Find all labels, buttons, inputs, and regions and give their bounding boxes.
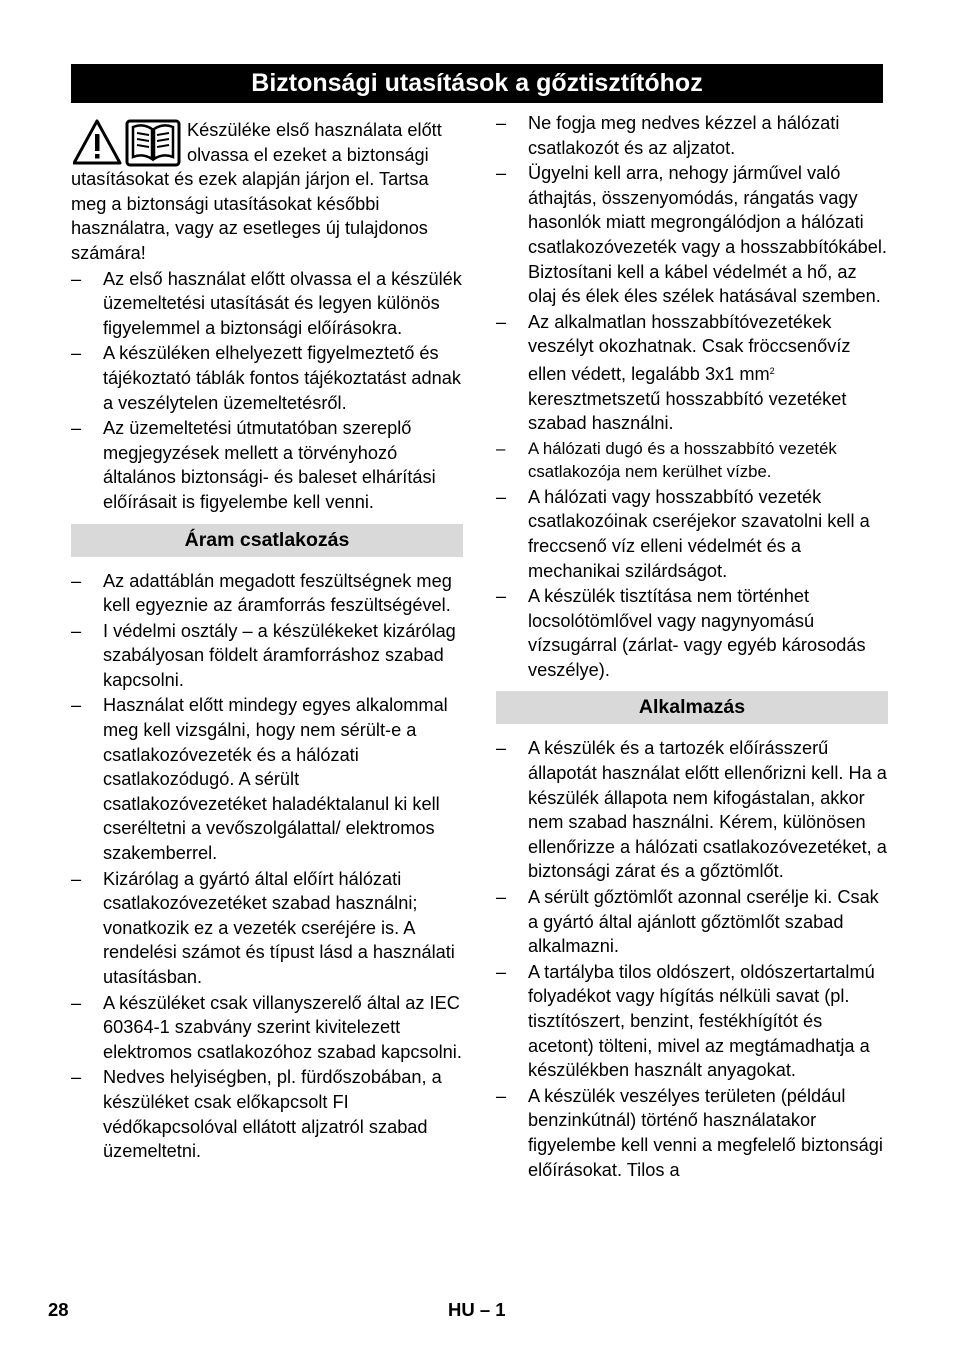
list-item: – Az első használat előtt olvassa el a készülék üzemeltetési utasítását és legyen különös figyelemmel a biztonsági előírásokra. [71,267,463,341]
list-item: – A hálózati vagy hosszabbító vezeték csatlakozóinak cseréjekor szavatolni kell a freccsenő víz elleni védelmét és a mechanikai szilárdságot. [496,485,888,583]
usage-list [496,736,888,1182]
list-item-text: Az alkalmatlan hosszabbítóvezetékek veszélyt okozhatnak. Csak fröccsenővíz ellen védett, legalább 3x1 mm [528,311,851,384]
list-item: – A hálózati dugó és a hosszabbító vezeték csatlakozója nem kerülhet vízbe. [496,437,888,484]
list-item [496,310,888,436]
list-item: – A tartályba tilos oldószert, oldószertartalmú folyadékot vagy hígítás nélküli savat (pl. tisztítószert, benzint, festékhígítót és acetont) tölteni, mivel az megtámadhatja a készülékben használt anyagokat. [496,960,888,1083]
intro-icons [73,119,181,167]
list-item: – A készülék tisztítása nem történhet locsolótömlővel vagy nagynyomású vízsugárral (zárlat- vagy egyéb károsodás veszélye). [496,584,888,682]
section-heading-power: Áram csatlakozás [71,524,463,557]
list-item: – A sérült gőztömlőt azonnal cserélje ki. Csak a gyártó által ajánlott gőztömlőt szabad alkalmazni. [496,885,888,959]
list-item: – I védelmi osztály – a készülékeket kizárólag szabályosan földelt áramforráshoz szabad kapcsolni. [71,619,463,693]
list-item: – Ügyelni kell arra, nehogy járművel való áthajtás, összenyomódás, rángatás vagy hasonlók miatt megrongálódjon a hálózati csatlakozóvezeték vagy a hosszabbítókábel. Biztosítani kell a kábel védelmét a hő, az olaj és élek éles szélek hatásával szemben. [496,161,888,309]
list-item: – Az adattáblán megadott feszültségnek meg kell egyeznie az áramforrás feszültségével. [71,569,463,618]
list-item-text: keresztmetszetű hosszabbító vezetéket szabad használni. [528,388,847,434]
cable-safety-list [496,111,888,682]
intro-block [71,118,463,266]
page-id: HU – 1 [448,1299,506,1320]
page-number: 28 [48,1299,69,1320]
right-column [496,111,888,1183]
general-safety-list [71,267,463,515]
left-column [71,118,463,1165]
manual-book-icon [125,119,181,167]
list-item: – Ne fogja meg nedves kézzel a hálózati csatlakozót és az aljzatot. [496,111,888,160]
list-item: – A készüléken elhelyezett figyelmeztető és tájékoztató táblák fontos tájékoztatást adnak a veszélytelen üzemeltetésről. [71,341,463,415]
intro-text: Készüléke első használata előtt olvassa el ezeket a biztonsági utasításokat és ezek alapján járjon el. Tartsa meg a biztonsági utasításokat későbbi használatra, vagy az esetleges új tulajdonos számára! [71,120,442,263]
page-title: Biztonsági utasítások a gőztisztítóhoz [71,64,883,103]
list-item: – A készülék veszélyes területen (például benzinkútnál) történő használatakor figyelembe kell venni a megfelelő biztonsági előírásokat. Tilos a [496,1084,888,1182]
list-item: – Nedves helyiségben, pl. fürdőszobában, a készüléket csak előkapcsolt FI védőkapcsolóval ellátott aljzatról szabad üzemeltetni. [71,1065,463,1163]
list-item: – Használat előtt mindegy egyes alkalommal meg kell vizsgálni, hogy nem sérült-e a csatlakozóvezeték és a hálózati csatlakozódugó. A sérült csatlakozóvezetéket haladéktalanul ki kell cseréltetni a vevőszolgálattal/ elektromos szakemberrel. [71,693,463,865]
list-item: – A készülék és a tartozék előírásszerű állapotát használat előtt ellenőrizni kell. Ha a készülék állapota nem kifogástalan, akkor nem szabad használni. Kérem, különösen ellenőrizze a hálózati csatlakozóvezetéket, a biztonsági zárat és a gőztömlőt. [496,736,888,884]
power-connection-list [71,569,463,1164]
section-heading-use: Alkalmazás [496,691,888,724]
list-item: – Az üzemeltetési útmutatóban szereplő megjegyzések mellett a törvényhozó általános biztonsági- és baleset elhárítási előírásait is figyelembe kell venni. [71,416,463,514]
list-item: – Kizárólag a gyártó által előírt hálózati csatlakozóvezetéket szabad használni; vonatkozik ez a vezeték cseréjére is. A rendelési számot és típust lásd a használati utasításban. [71,867,463,990]
superscript: 2 [769,365,775,376]
list-item: – A készüléket csak villanyszerelő által az IEC 60364-1 szabvány szerint kivitelezett elektromos csatlakozóhoz szabad kapcsolni. [71,991,463,1065]
